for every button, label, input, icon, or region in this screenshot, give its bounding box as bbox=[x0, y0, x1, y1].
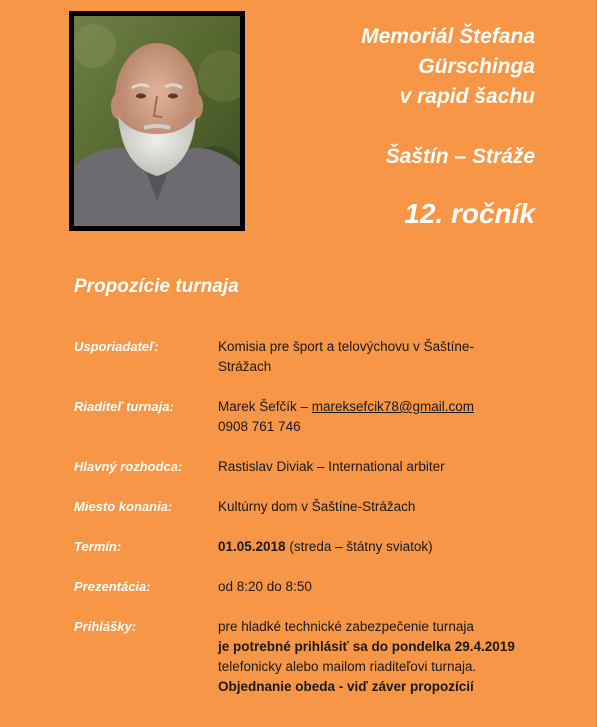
organizer-line-1: Komisia pre šport a telovýchovu v Šaštíne- bbox=[218, 339, 474, 354]
lunch-order-note: Objednanie obeda - viď záver propozícií bbox=[218, 679, 474, 694]
portrait-photo-frame bbox=[69, 11, 245, 231]
applications-line-1: pre hladké technické zabezpečenie turnaja bbox=[218, 619, 474, 634]
date-text bbox=[218, 537, 558, 557]
tournament-edition: 12. ročník bbox=[404, 198, 535, 229]
info-value bbox=[218, 337, 558, 377]
info-label: Termín: bbox=[74, 539, 122, 554]
info-value bbox=[218, 537, 558, 557]
applications-deadline: je potrebné prihlásiť sa do pondelka 29.4.2019 bbox=[218, 639, 515, 654]
info-label: Usporiadateľ: bbox=[74, 339, 159, 354]
venue-name: Kultúrny dom v Šaštíne-Strážach bbox=[218, 499, 416, 514]
director-phone: 0908 761 746 bbox=[218, 419, 301, 434]
info-value bbox=[218, 577, 558, 597]
director-name: Marek Šefčík – bbox=[218, 399, 312, 414]
event-date: 01.05.2018 bbox=[218, 539, 286, 554]
applications-line-3: telefonicky alebo mailom riaditeľovi turnaja. bbox=[218, 659, 477, 674]
info-value bbox=[218, 497, 558, 517]
event-date-note: (streda – štátny sviatok) bbox=[285, 539, 433, 554]
info-label: Prihlášky: bbox=[74, 619, 137, 634]
info-label: Prezentácia: bbox=[74, 579, 151, 594]
director-contact bbox=[218, 397, 558, 417]
title-line-2: Gürschinga bbox=[418, 55, 535, 78]
section-title: Propozície turnaja bbox=[74, 276, 239, 297]
tournament-title bbox=[361, 22, 535, 231]
director-email-link[interactable]: mareksefcik78@gmail.com bbox=[311, 399, 475, 414]
info-value bbox=[218, 457, 558, 477]
tournament-place: Šaštín – Stráže bbox=[385, 145, 535, 168]
info-label: Miesto konania: bbox=[74, 499, 173, 514]
portrait-photo bbox=[74, 16, 240, 226]
info-value bbox=[218, 397, 558, 437]
info-label: Riaditeľ turnaja: bbox=[74, 399, 174, 414]
title-line-3: v rapid šachu bbox=[399, 85, 535, 108]
registration-time: od 8:20 do 8:50 bbox=[218, 579, 312, 594]
organizer-line-2: Strážach bbox=[218, 359, 272, 374]
info-label: Hlavný rozhodca: bbox=[74, 459, 183, 474]
info-value bbox=[218, 617, 558, 697]
title-line-1: Memoriál Štefana bbox=[361, 25, 535, 48]
arbiter-name: Rastislav Diviak – International arbiter bbox=[218, 459, 445, 474]
